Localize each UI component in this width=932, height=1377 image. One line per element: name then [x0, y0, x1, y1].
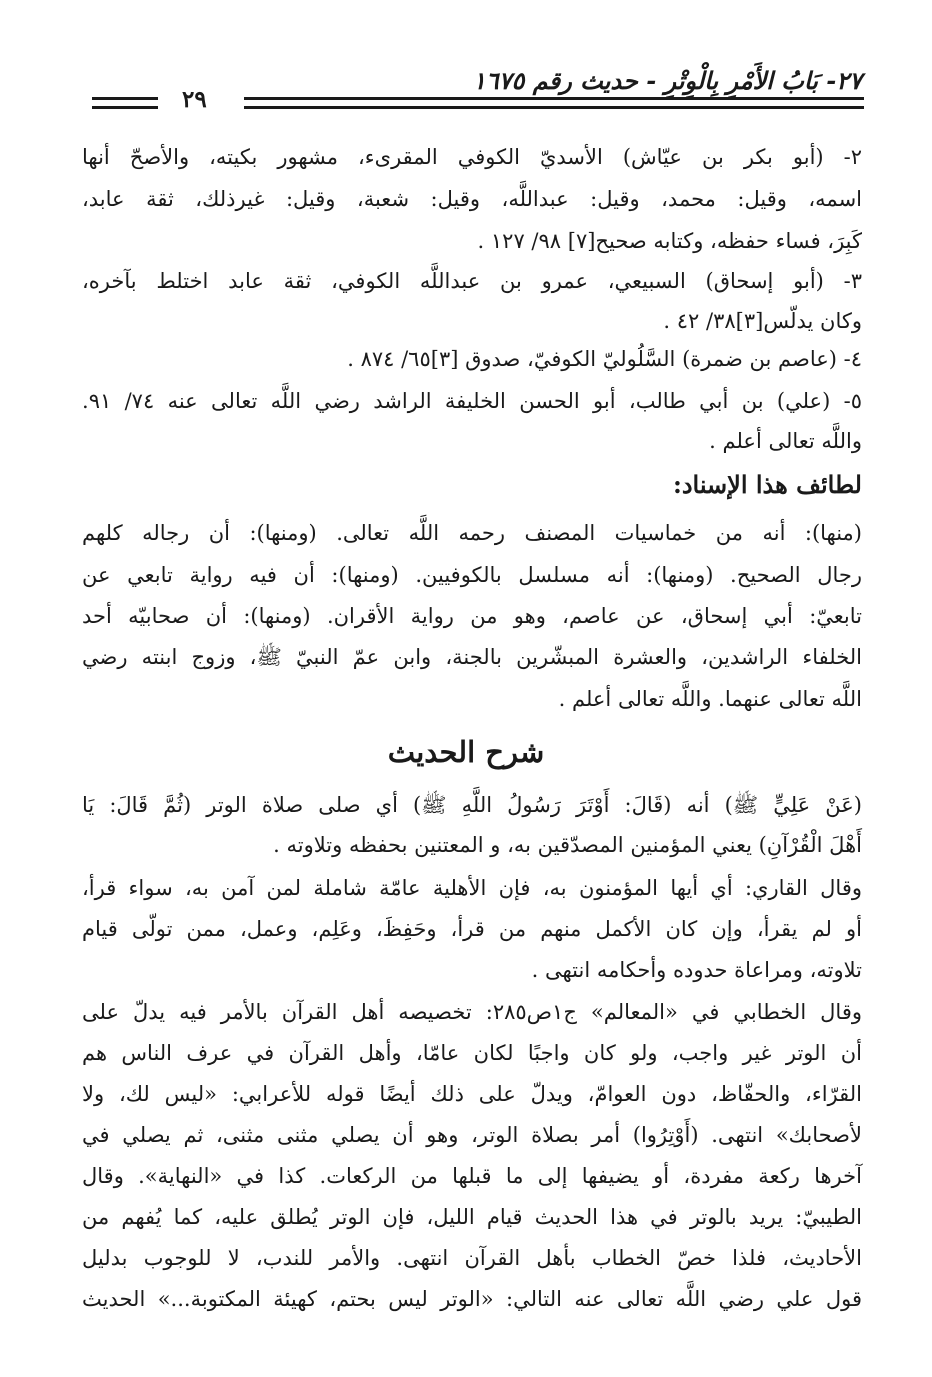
narrator-line: وكان يدلّس[٣]٣٨/ ٤٢ . — [663, 309, 862, 333]
page-number: ٢٩ — [182, 86, 207, 113]
sharh-line: الأحاديث، فلذا خصّ الخطاب بأهل القرآن انتهى. والأمر للندب، لا للوجوب بدليل — [82, 1246, 862, 1270]
sharh-line: أن الوتر غير واجب، ولو كان واجبًا لكان عامّا، وأهل القرآن في عرف الناس هم — [82, 1041, 862, 1065]
lataif-line: رجال الصحيح. (ومنها): أنه مسلسل بالكوفيين. (ومنها): أن فيه رواية تابعي عن — [82, 563, 862, 587]
narrator-line: ٢- (أبو بكر بن عيّاش) الأسديّ الكوفي المقرىء، مشهور بكيته، والأصحّ أنها — [82, 145, 862, 169]
narrator-line: كَبِرَ، فساء حفظه، وكتابه صحيح[٧] ٩٨/ ١٢٧ . — [477, 229, 862, 253]
sharh-line: لأصحابك» انتهى. (أَوْتِرُوا) أمر بصلاة الوتر، وهو أن يصلي مثنى مثنى، ثم يصلي في — [82, 1123, 862, 1147]
sharh-heading: شرح الحديث — [387, 735, 545, 769]
header-rule-right-top — [244, 97, 864, 100]
sharh-line: أَهْلَ الْقُرْآنِ) يعني المؤمنين المصدّقين به، و المعتنين بحفظه وتلاوته . — [273, 833, 862, 857]
sharh-line: تلاوته، ومراعاة حدوده وأحكامه انتهى . — [531, 958, 862, 982]
sharh-line: وقال القاري: أي أيها المؤمنون به، فإن الأهلية عامّة شاملة لمن آمن به، سواء قرأ، — [82, 876, 862, 900]
lataif-line: (منها): أنه من خماسيات المصنف رحمه اللَّه تعالى. (ومنها): أن رجاله كلهم — [82, 521, 862, 545]
header-rule-left-bottom — [92, 106, 158, 109]
sharh-line: وقال الخطابي في «المعالم» ج١ص٢٨٥: تخصيصه أهل القرآن بالأمر فيه يدلّ على — [82, 1000, 862, 1024]
header-rule-left-top — [92, 97, 158, 100]
sharh-line: آخرها ركعة مفردة، أو يضيفها إلى ما قبلها من الركعات. كذا في «النهاية». وقال — [82, 1164, 862, 1188]
narrator-line: ٤- (عاصم بن ضمرة) السَّلُوليّ الكوفيّ، صدوق [٣]٦٥/ ٨٧٤ . — [347, 347, 862, 371]
narrator-line: ٥- (علي) بن أبي طالب، أبو الحسن الخليفة الراشد رضي اللَّه تعالى عنه ٧٤/ ٩١. — [82, 389, 862, 413]
narrator-line: واللَّه تعالى أعلم . — [709, 429, 862, 453]
narrator-line: اسمه، وقيل: محمد، وقيل: عبداللَّه، وقيل: شعبة، وقيل: غيرذلك، ثقة عابد، — [82, 187, 862, 211]
header-rule-right-bottom — [244, 106, 864, 109]
sharh-line: القرّاء، والحفّاظ، دون العوامّ، ويدلّ على ذلك أيضًا قوله للأعرابي: «ليس لك، ولا — [82, 1082, 862, 1106]
lataif-line: الخلفاء الراشدين، والعشرة المبشّرين بالجنة، وابن عمّ النبيّ ﷺ، وزوج ابنته رضي — [82, 645, 862, 669]
narrator-line: ٣- (أبو إسحاق) السبيعي، عمرو بن عبداللَّه الكوفي، ثقة عابد اختلط بآخره، — [82, 269, 862, 293]
running-title: ٢٧- بَابُ الأَمْرِ بِالْوِتْرِ - حديث رقم ١٦٧٥ — [472, 66, 862, 95]
sharh-line: الطيبيّ: يريد بالوتر في هذا الحديث قيام الليل، فإن الوتر يُطلق عليه، كما يُفهم من — [82, 1205, 862, 1229]
sharh-line: قول علي رضي اللَّه تعالى عنه التالي: «الوتر ليس بحتم، كهيئة المكتوبة...» الحديث — [82, 1287, 862, 1311]
lataif-heading: لطائف هذا الإسناد: — [672, 470, 862, 499]
sharh-line: أو لم يقرأ، وإن كان الأكمل منهم من قرأ، وحَفِظَ، وعَلِم، وعمل، ممن تولّى قيام — [82, 917, 862, 941]
sharh-line: (عَنْ عَلِيٍّ ﷺ) أنه (قَالَ: أَوْتَرَ رَسُولُ اللَّهِ ﷺ) أي صلى صلاة الوتر (ثُمَّ قَالَ: يَا — [82, 793, 862, 817]
lataif-line: تابعيّ: أبي إسحاق، عن عاصم، وهو من رواية الأقران. (ومنها): أن صحابيّه أحد — [82, 604, 862, 628]
lataif-line: اللَّه تعالى عنهما. واللَّه تعالى أعلم . — [558, 687, 862, 711]
